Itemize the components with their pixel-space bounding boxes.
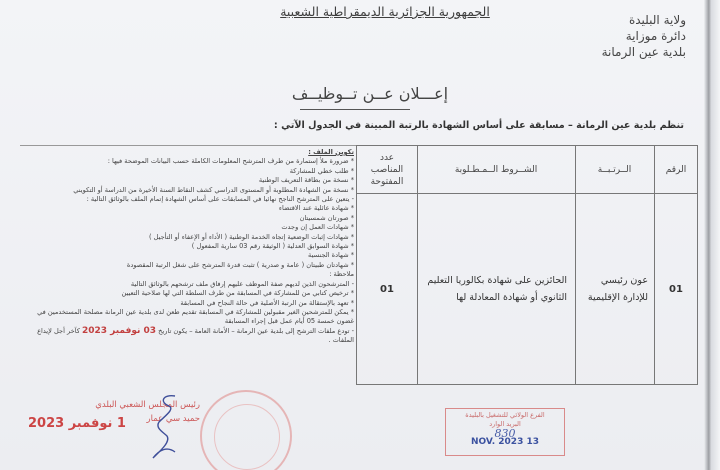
list-item: * ضرورة ملأ إستمارة من طرف المترشح المعلومات الكاملة حسب البيانات الموضحة فيها : — [107, 157, 354, 166]
file-composition-list — [24, 148, 354, 346]
list-item: * شهادتان طبيتان ( عامة و صدرية ) تثبت قدرة المترشح على شغل الرتبة المقصودة — [126, 260, 354, 269]
header-conditions: الشــروط الــمـطـلوبة — [454, 165, 538, 175]
reception-stamp — [445, 408, 565, 456]
list-item: * طلب خطي للمشاركة — [289, 166, 354, 175]
daira-line: دائرة موزاية — [625, 29, 686, 43]
signatory-name: حميد سي عمار — [146, 414, 200, 424]
administration-block — [556, 12, 686, 60]
official-seal-stamp — [200, 390, 292, 470]
list-item: * شهادة السوابق العدلية ( الوثيقة رقم 03 سارية المفعول ) — [191, 242, 354, 251]
list-item: * شهادة الجنسية — [308, 251, 354, 260]
list-item: - يتعين على المترشح الناجح نهائيا في المسابقات على أساس الشهادة إتمام الملف بالوثائق التالية : — [86, 195, 354, 204]
stamp-number: 830 — [494, 427, 516, 440]
header-positions: عدد المناصب المفتوحة — [370, 153, 404, 187]
handwritten-signature-icon — [145, 392, 185, 462]
list-item: * صورتان شمسيتان — [299, 213, 354, 222]
row-rank: عون رئيسي للإدارة الإقليمية — [587, 275, 648, 303]
deadline-suffix: كآخر أجل لإيداع الملفات . — [37, 326, 354, 345]
list-item: * نسخة من بطاقة التعريف الوطنية — [258, 176, 354, 185]
note-item: * ترخيص كتابي من للمشاركة في المسابقة من طرف السلطة التي لها صلاحية التعيين — [121, 289, 354, 298]
recruitment-table — [356, 145, 698, 385]
stamp-date: 13 NOV. 2023 — [470, 437, 540, 447]
header-number: الرقم — [665, 165, 687, 175]
row-number: 01 — [669, 283, 683, 295]
note-item: - المترشحون الذين لديهم صفة الموظف عليهم إرفاق ملف ترشحهم بالوثائق التالية — [130, 279, 354, 288]
list-item: * نسخة من الشهادة المطلوبة أو المستوى الدراسي كشف النقاط السنة الأخيرة من الدراسة أو التكويني — [73, 185, 354, 194]
intro-text: تنظم بلدية عين الرمانة – مسابقة على أساس الشهادة بالرتبة المبينة في الجدول الآتي : — [273, 120, 684, 131]
deadline-line — [24, 327, 354, 346]
signature-date: 1 نوفمبر 2023 — [28, 416, 126, 431]
header-rank: الــرتـبــة — [597, 165, 632, 175]
file-composition-heading: تكوين الملف : — [308, 148, 354, 156]
document-title: إعـــلان عــن تــوظيــف — [291, 84, 449, 103]
note-heading: ملاحظة : — [329, 270, 354, 279]
row-positions: 01 — [380, 283, 394, 295]
stamp-label: البريد الوارد — [489, 420, 521, 428]
list-item: * شهادات العمل إن وجدت — [281, 223, 354, 232]
commune-line: بلدية عين الرمانة — [601, 45, 686, 59]
deadline-text: - تودع ملفات الترشح إلى بلدية عين الرمانة – الأمانة العامة – يكون تاريخ — [158, 326, 354, 335]
wilaya-line: ولاية البليدة — [628, 13, 686, 27]
signatory-title: رئيس المجلس الشعبي البلدي — [95, 400, 200, 410]
paper-edge-shadow — [704, 0, 720, 470]
file-composition-panel — [20, 145, 356, 385]
republic-header: الجمهورية الجزائرية الديمقراطية الشعبية — [280, 4, 490, 19]
stamp-org: الفرع الولائي للتشغيل بالبليدة — [465, 411, 545, 419]
list-item: * شهادة عائلية عند الاقتضاء — [278, 204, 354, 213]
list-item: * شهادات إثبات الوضعية إتجاه الخدمة الوطنية ( الأداء أو الإعفاء أو التأجيل ) — [148, 232, 354, 241]
title-underline — [300, 109, 410, 110]
note-item: * يمكن للمترشحين الغير مقبولين للمشاركة في المسابقة تقديم طعن لدى بلدية عين الرمانة مصلحة المستخدمين في غضون خمسة 05 أيام عمل قبل إجراء المسابقة — [37, 307, 354, 326]
note-item: * تعهد بالإستقالة من الرتبة الأصلية في حالة النجاح في المسابقة — [180, 298, 354, 307]
row-conditions: الحائزين على شهادة بكالوريا التعليم الثانوي أو شهادة المعادلة لها — [427, 275, 567, 303]
deadline-handwritten-date: 03 نوفمبر 2023 — [81, 325, 157, 336]
